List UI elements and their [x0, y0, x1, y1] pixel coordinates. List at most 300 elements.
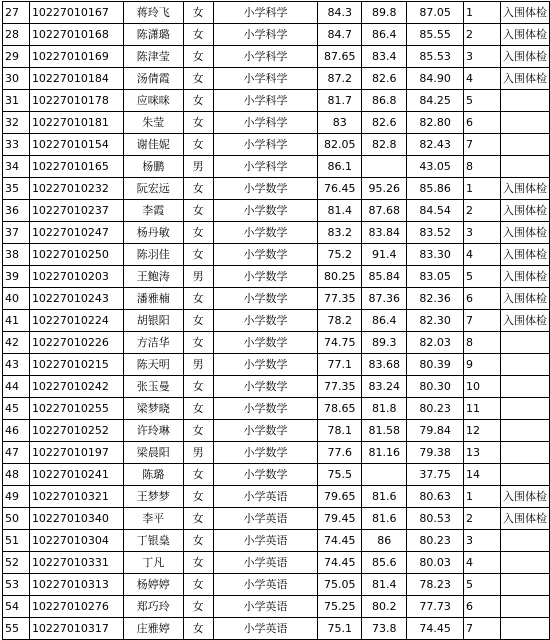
cell-gender: 女 — [183, 288, 213, 310]
cell-remark — [500, 376, 549, 398]
cell-remark — [500, 332, 549, 354]
cell-gender: 男 — [183, 442, 213, 464]
cell-row-number: 41 — [3, 310, 30, 332]
cell-rank: 9 — [464, 354, 501, 376]
cell-row-number: 44 — [3, 376, 30, 398]
cell-candidate-id: 10227010215 — [29, 354, 123, 376]
cell-candidate-name: 蒋玲飞 — [123, 2, 183, 24]
cell-total-score: 80.30 — [407, 376, 464, 398]
cell-interview-score: 85.84 — [362, 266, 407, 288]
cell-row-number: 40 — [3, 288, 30, 310]
cell-rank: 7 — [464, 310, 501, 332]
cell-rank: 1 — [464, 2, 501, 24]
cell-rank: 7 — [464, 618, 501, 640]
cell-candidate-name: 丁凡 — [123, 552, 183, 574]
cell-row-number: 34 — [3, 156, 30, 178]
cell-rank: 2 — [464, 24, 501, 46]
cell-row-number: 27 — [3, 2, 30, 24]
cell-written-score: 81.7 — [318, 90, 362, 112]
cell-written-score: 74.45 — [318, 530, 362, 552]
cell-written-score: 86.1 — [318, 156, 362, 178]
cell-gender: 女 — [183, 420, 213, 442]
cell-written-score: 79.45 — [318, 508, 362, 530]
cell-subject: 小学英语 — [213, 618, 318, 640]
cell-subject: 小学英语 — [213, 574, 318, 596]
cell-interview-score: 81.6 — [362, 508, 407, 530]
table-row — [3, 618, 550, 640]
cell-remark: 入围体检 — [500, 68, 549, 90]
cell-remark: 入围体检 — [500, 222, 549, 244]
cell-candidate-id: 10227010255 — [29, 398, 123, 420]
table-row — [3, 200, 550, 222]
cell-row-number: 53 — [3, 574, 30, 596]
cell-gender: 女 — [183, 486, 213, 508]
cell-rank: 11 — [464, 398, 501, 420]
cell-subject: 小学英语 — [213, 552, 318, 574]
cell-candidate-name: 王梦梦 — [123, 486, 183, 508]
cell-candidate-name: 方洁华 — [123, 332, 183, 354]
cell-remark — [500, 90, 549, 112]
cell-gender: 女 — [183, 68, 213, 90]
cell-candidate-name: 李霞 — [123, 200, 183, 222]
cell-total-score: 82.43 — [407, 134, 464, 156]
cell-row-number: 38 — [3, 244, 30, 266]
table-row — [3, 552, 550, 574]
cell-remark: 入围体检 — [500, 2, 549, 24]
cell-row-number: 30 — [3, 68, 30, 90]
cell-gender: 女 — [183, 178, 213, 200]
cell-remark: 入围体检 — [500, 486, 549, 508]
cell-written-score: 76.45 — [318, 178, 362, 200]
cell-remark: 入围体检 — [500, 508, 549, 530]
cell-candidate-id: 10227010203 — [29, 266, 123, 288]
cell-total-score: 74.45 — [407, 618, 464, 640]
cell-interview-score: 81.4 — [362, 574, 407, 596]
cell-candidate-id: 10227010304 — [29, 530, 123, 552]
cell-row-number: 33 — [3, 134, 30, 156]
cell-remark: 入围体检 — [500, 244, 549, 266]
cell-total-score: 43.05 — [407, 156, 464, 178]
cell-written-score: 78.2 — [318, 310, 362, 332]
cell-subject: 小学数学 — [213, 464, 318, 486]
cell-candidate-id: 10227010247 — [29, 222, 123, 244]
cell-subject: 小学科学 — [213, 156, 318, 178]
cell-candidate-id: 10227010321 — [29, 486, 123, 508]
table-row — [3, 46, 550, 68]
cell-row-number: 47 — [3, 442, 30, 464]
cell-candidate-name: 梁梦晓 — [123, 398, 183, 420]
table-row — [3, 68, 550, 90]
cell-candidate-id: 10227010317 — [29, 618, 123, 640]
cell-gender: 女 — [183, 90, 213, 112]
cell-candidate-name: 杨鹏 — [123, 156, 183, 178]
cell-interview-score: 81.58 — [362, 420, 407, 442]
cell-candidate-name: 丁银燊 — [123, 530, 183, 552]
cell-candidate-id: 10227010250 — [29, 244, 123, 266]
cell-written-score: 78.1 — [318, 420, 362, 442]
cell-remark: 入围体检 — [500, 288, 549, 310]
cell-total-score: 85.55 — [407, 24, 464, 46]
table-row — [3, 266, 550, 288]
cell-gender: 女 — [183, 398, 213, 420]
cell-gender: 女 — [183, 376, 213, 398]
cell-total-score: 80.03 — [407, 552, 464, 574]
cell-remark: 入围体检 — [500, 46, 549, 68]
cell-remark — [500, 156, 549, 178]
table-row — [3, 420, 550, 442]
cell-interview-score: 81.6 — [362, 486, 407, 508]
cell-row-number: 43 — [3, 354, 30, 376]
cell-rank: 10 — [464, 376, 501, 398]
cell-candidate-id: 10227010154 — [29, 134, 123, 156]
cell-candidate-id: 10227010168 — [29, 24, 123, 46]
cell-gender: 女 — [183, 200, 213, 222]
cell-rank: 14 — [464, 464, 501, 486]
cell-subject: 小学数学 — [213, 310, 318, 332]
cell-subject: 小学英语 — [213, 530, 318, 552]
cell-row-number: 29 — [3, 46, 30, 68]
cell-candidate-id: 10227010331 — [29, 552, 123, 574]
cell-rank: 1 — [464, 178, 501, 200]
cell-interview-score — [362, 464, 407, 486]
cell-rank: 6 — [464, 112, 501, 134]
cell-remark — [500, 354, 549, 376]
cell-written-score: 87.65 — [318, 46, 362, 68]
cell-rank: 2 — [464, 508, 501, 530]
cell-total-score: 80.39 — [407, 354, 464, 376]
cell-remark — [500, 618, 549, 640]
cell-gender: 女 — [183, 310, 213, 332]
cell-candidate-id: 10227010252 — [29, 420, 123, 442]
cell-rank: 13 — [464, 442, 501, 464]
cell-gender: 女 — [183, 244, 213, 266]
cell-remark — [500, 134, 549, 156]
cell-candidate-name: 汤倩霞 — [123, 68, 183, 90]
cell-rank: 3 — [464, 222, 501, 244]
cell-interview-score: 83.84 — [362, 222, 407, 244]
cell-total-score: 82.36 — [407, 288, 464, 310]
cell-subject: 小学数学 — [213, 266, 318, 288]
cell-gender: 女 — [183, 530, 213, 552]
cell-subject: 小学英语 — [213, 508, 318, 530]
cell-candidate-id: 10227010169 — [29, 46, 123, 68]
cell-gender: 男 — [183, 156, 213, 178]
cell-interview-score: 83.24 — [362, 376, 407, 398]
cell-written-score: 82.05 — [318, 134, 362, 156]
cell-total-score: 77.73 — [407, 596, 464, 618]
cell-gender: 女 — [183, 552, 213, 574]
cell-interview-score: 73.8 — [362, 618, 407, 640]
cell-candidate-id: 10227010226 — [29, 332, 123, 354]
cell-written-score: 79.65 — [318, 486, 362, 508]
cell-candidate-name: 胡银阳 — [123, 310, 183, 332]
cell-candidate-id: 10227010242 — [29, 376, 123, 398]
cell-interview-score: 82.6 — [362, 112, 407, 134]
table-row — [3, 24, 550, 46]
table-row — [3, 112, 550, 134]
cell-candidate-id: 10227010241 — [29, 464, 123, 486]
table-row — [3, 156, 550, 178]
cell-candidate-name: 张玉曼 — [123, 376, 183, 398]
cell-rank: 8 — [464, 156, 501, 178]
cell-candidate-name: 潘雅楠 — [123, 288, 183, 310]
cell-row-number: 45 — [3, 398, 30, 420]
cell-row-number: 50 — [3, 508, 30, 530]
table-row — [3, 508, 550, 530]
cell-subject: 小学数学 — [213, 354, 318, 376]
cell-written-score: 78.65 — [318, 398, 362, 420]
cell-row-number: 36 — [3, 200, 30, 222]
cell-total-score: 83.52 — [407, 222, 464, 244]
cell-remark — [500, 596, 549, 618]
cell-total-score: 79.84 — [407, 420, 464, 442]
cell-gender: 女 — [183, 464, 213, 486]
table-row — [3, 376, 550, 398]
cell-written-score: 77.6 — [318, 442, 362, 464]
table-body — [3, 2, 550, 640]
cell-interview-score: 83.4 — [362, 46, 407, 68]
cell-row-number: 46 — [3, 420, 30, 442]
table-row — [3, 398, 550, 420]
cell-written-score: 83 — [318, 112, 362, 134]
cell-written-score: 75.05 — [318, 574, 362, 596]
cell-rank: 1 — [464, 486, 501, 508]
cell-interview-score: 81.16 — [362, 442, 407, 464]
cell-rank: 6 — [464, 596, 501, 618]
cell-remark — [500, 442, 549, 464]
cell-candidate-id: 10227010165 — [29, 156, 123, 178]
cell-remark — [500, 112, 549, 134]
cell-remark: 入围体检 — [500, 24, 549, 46]
table-row — [3, 2, 550, 24]
cell-candidate-id: 10227010224 — [29, 310, 123, 332]
cell-subject: 小学科学 — [213, 90, 318, 112]
table-row — [3, 354, 550, 376]
cell-candidate-id: 10227010340 — [29, 508, 123, 530]
cell-row-number: 55 — [3, 618, 30, 640]
cell-row-number: 42 — [3, 332, 30, 354]
cell-remark — [500, 574, 549, 596]
cell-interview-score — [362, 156, 407, 178]
cell-candidate-name: 陈羽佳 — [123, 244, 183, 266]
cell-written-score: 77.35 — [318, 288, 362, 310]
cell-remark — [500, 398, 549, 420]
cell-interview-score: 87.68 — [362, 200, 407, 222]
cell-candidate-id: 10227010178 — [29, 90, 123, 112]
table-row — [3, 222, 550, 244]
cell-rank: 4 — [464, 68, 501, 90]
table-row — [3, 178, 550, 200]
cell-total-score: 84.25 — [407, 90, 464, 112]
cell-subject: 小学数学 — [213, 178, 318, 200]
cell-remark: 入围体检 — [500, 310, 549, 332]
cell-total-score: 87.05 — [407, 2, 464, 24]
cell-rank: 5 — [464, 90, 501, 112]
cell-interview-score: 80.2 — [362, 596, 407, 618]
cell-written-score: 81.4 — [318, 200, 362, 222]
cell-gender: 男 — [183, 266, 213, 288]
cell-gender: 女 — [183, 596, 213, 618]
cell-subject: 小学数学 — [213, 442, 318, 464]
cell-remark: 入围体检 — [500, 178, 549, 200]
cell-interview-score: 82.6 — [362, 68, 407, 90]
table-row — [3, 244, 550, 266]
table-row — [3, 310, 550, 332]
cell-candidate-name: 朱莹 — [123, 112, 183, 134]
cell-candidate-name: 阮宏远 — [123, 178, 183, 200]
cell-total-score: 37.75 — [407, 464, 464, 486]
cell-rank: 7 — [464, 134, 501, 156]
cell-interview-score: 85.6 — [362, 552, 407, 574]
cell-row-number: 48 — [3, 464, 30, 486]
cell-candidate-name: 李平 — [123, 508, 183, 530]
cell-rank: 4 — [464, 552, 501, 574]
cell-written-score: 75.2 — [318, 244, 362, 266]
table-row — [3, 288, 550, 310]
cell-row-number: 54 — [3, 596, 30, 618]
cell-written-score: 84.7 — [318, 24, 362, 46]
table-row — [3, 596, 550, 618]
table-row — [3, 574, 550, 596]
cell-row-number: 52 — [3, 552, 30, 574]
cell-subject: 小学数学 — [213, 222, 318, 244]
cell-total-score: 85.53 — [407, 46, 464, 68]
cell-interview-score: 86.4 — [362, 310, 407, 332]
table-row — [3, 442, 550, 464]
cell-written-score: 74.45 — [318, 552, 362, 574]
cell-subject: 小学数学 — [213, 376, 318, 398]
cell-interview-score: 89.8 — [362, 2, 407, 24]
table-row — [3, 90, 550, 112]
cell-written-score: 84.3 — [318, 2, 362, 24]
cell-subject: 小学科学 — [213, 24, 318, 46]
cell-subject: 小学科学 — [213, 68, 318, 90]
cell-remark — [500, 464, 549, 486]
cell-rank: 12 — [464, 420, 501, 442]
cell-total-score: 80.23 — [407, 530, 464, 552]
cell-written-score: 75.1 — [318, 618, 362, 640]
cell-interview-score: 81.8 — [362, 398, 407, 420]
cell-written-score: 87.2 — [318, 68, 362, 90]
cell-rank: 3 — [464, 46, 501, 68]
cell-gender: 女 — [183, 332, 213, 354]
cell-gender: 女 — [183, 2, 213, 24]
table-row — [3, 530, 550, 552]
cell-candidate-name: 陈津莹 — [123, 46, 183, 68]
cell-interview-score: 86.4 — [362, 24, 407, 46]
cell-candidate-name: 王鲍涛 — [123, 266, 183, 288]
cell-candidate-name: 陈潇璐 — [123, 24, 183, 46]
cell-subject: 小学数学 — [213, 332, 318, 354]
cell-remark: 入围体检 — [500, 266, 549, 288]
cell-subject: 小学科学 — [213, 46, 318, 68]
cell-rank: 2 — [464, 200, 501, 222]
cell-row-number: 51 — [3, 530, 30, 552]
cell-interview-score: 86.8 — [362, 90, 407, 112]
cell-candidate-id: 10227010313 — [29, 574, 123, 596]
cell-candidate-id: 10227010232 — [29, 178, 123, 200]
cell-subject: 小学数学 — [213, 288, 318, 310]
cell-rank: 5 — [464, 266, 501, 288]
cell-remark — [500, 420, 549, 442]
cell-interview-score: 89.3 — [362, 332, 407, 354]
cell-rank: 6 — [464, 288, 501, 310]
cell-total-score: 82.03 — [407, 332, 464, 354]
cell-total-score: 83.30 — [407, 244, 464, 266]
cell-rank: 4 — [464, 244, 501, 266]
cell-written-score: 75.5 — [318, 464, 362, 486]
cell-row-number: 31 — [3, 90, 30, 112]
cell-candidate-id: 10227010197 — [29, 442, 123, 464]
cell-gender: 女 — [183, 134, 213, 156]
cell-written-score: 77.1 — [318, 354, 362, 376]
cell-candidate-name: 杨婷婷 — [123, 574, 183, 596]
cell-gender: 女 — [183, 222, 213, 244]
cell-total-score: 80.23 — [407, 398, 464, 420]
table-row — [3, 332, 550, 354]
cell-interview-score: 86 — [362, 530, 407, 552]
cell-candidate-name: 梁晨阳 — [123, 442, 183, 464]
cell-rank: 5 — [464, 574, 501, 596]
cell-interview-score: 91.4 — [362, 244, 407, 266]
cell-subject: 小学科学 — [213, 2, 318, 24]
cell-candidate-name: 谢佳妮 — [123, 134, 183, 156]
cell-written-score: 74.75 — [318, 332, 362, 354]
cell-total-score: 80.63 — [407, 486, 464, 508]
cell-total-score: 84.54 — [407, 200, 464, 222]
table-row — [3, 134, 550, 156]
cell-total-score: 82.30 — [407, 310, 464, 332]
cell-subject: 小学数学 — [213, 398, 318, 420]
cell-rank: 3 — [464, 530, 501, 552]
cell-row-number: 35 — [3, 178, 30, 200]
cell-row-number: 39 — [3, 266, 30, 288]
table-row — [3, 486, 550, 508]
cell-subject: 小学数学 — [213, 244, 318, 266]
cell-candidate-name: 陈天明 — [123, 354, 183, 376]
cell-total-score: 83.05 — [407, 266, 464, 288]
cell-candidate-id: 10227010181 — [29, 112, 123, 134]
cell-total-score: 80.53 — [407, 508, 464, 530]
cell-candidate-id: 10227010167 — [29, 2, 123, 24]
cell-remark — [500, 530, 549, 552]
cell-candidate-id: 10227010184 — [29, 68, 123, 90]
cell-remark: 入围体检 — [500, 200, 549, 222]
cell-candidate-name: 郑巧玲 — [123, 596, 183, 618]
cell-candidate-name: 庄雅婷 — [123, 618, 183, 640]
cell-total-score: 84.90 — [407, 68, 464, 90]
cell-interview-score: 83.68 — [362, 354, 407, 376]
cell-subject: 小学科学 — [213, 134, 318, 156]
cell-gender: 女 — [183, 618, 213, 640]
cell-remark — [500, 552, 549, 574]
table-row — [3, 464, 550, 486]
cell-written-score: 77.35 — [318, 376, 362, 398]
cell-candidate-name: 杨丹敏 — [123, 222, 183, 244]
cell-subject: 小学英语 — [213, 486, 318, 508]
cell-total-score: 79.38 — [407, 442, 464, 464]
cell-total-score: 78.23 — [407, 574, 464, 596]
cell-subject: 小学数学 — [213, 420, 318, 442]
cell-gender: 女 — [183, 574, 213, 596]
cell-row-number: 32 — [3, 112, 30, 134]
cell-interview-score: 95.26 — [362, 178, 407, 200]
cell-subject: 小学英语 — [213, 596, 318, 618]
cell-row-number: 37 — [3, 222, 30, 244]
cell-written-score: 75.25 — [318, 596, 362, 618]
cell-candidate-name: 许玲琳 — [123, 420, 183, 442]
cell-interview-score: 87.36 — [362, 288, 407, 310]
